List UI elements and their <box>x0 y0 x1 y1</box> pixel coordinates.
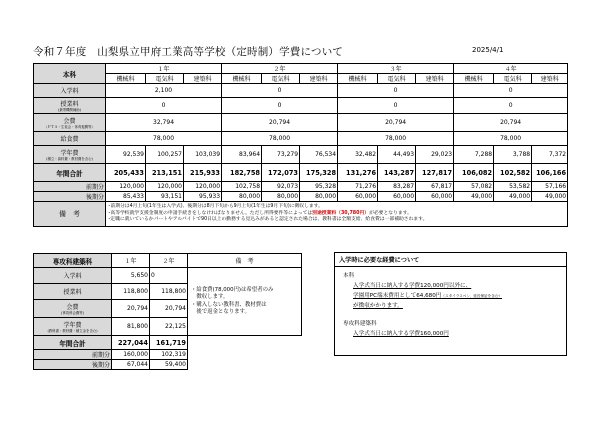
cell: 80,000 <box>300 192 338 202</box>
cell: 102,758 <box>222 182 262 192</box>
cell: 0 <box>338 84 454 98</box>
cell: 161,719 <box>150 336 188 350</box>
cell: 78,000 <box>454 132 568 146</box>
senko-fee-table <box>33 253 302 370</box>
cell: 92,539 <box>106 146 146 164</box>
entrance-costs-box <box>334 252 567 356</box>
senko-biko-header: 備 考 <box>188 254 302 268</box>
cell: 49,000 <box>494 192 532 202</box>
cell: 73,279 <box>262 146 300 164</box>
dept-header: 電気科 <box>494 74 532 84</box>
senko-label-nyugaku: 入学料 <box>34 268 112 284</box>
label-sub: (専攻科会費等) <box>61 311 84 315</box>
cell: 0 <box>222 84 338 98</box>
cell: 118,800 <box>150 284 188 300</box>
note-line: ・購入しない教科書、教材費は <box>191 301 267 308</box>
pc-fee-text: 学園用PC端末費用として64,680円 <box>353 293 442 299</box>
cell: 85,433 <box>106 192 146 202</box>
koki-row <box>34 192 568 202</box>
dept-header: 電気科 <box>146 74 184 84</box>
cell: 182,758 <box>222 164 262 182</box>
cell: 95,328 <box>300 182 338 192</box>
biko-label: 備 考 <box>34 202 106 227</box>
senko-label-nenkan: 年間合計 <box>34 336 112 350</box>
label-sub: （ＰＴＡ・生徒会・体育振興等） <box>44 125 95 129</box>
cell: 20,794 <box>222 114 338 132</box>
row-label-nyugaku: 入学料 <box>34 84 106 98</box>
grade-4-header: ４年 <box>454 64 568 74</box>
cell: 102,582 <box>494 164 532 182</box>
senko-label-gakunen <box>34 318 112 336</box>
cell: 67,044 <box>112 360 150 370</box>
cell: 81,800 <box>112 318 150 336</box>
dept-header: 電気科 <box>378 74 416 84</box>
cell: 118,800 <box>112 284 150 300</box>
senko-label-jugyo: 授業料 <box>34 284 112 300</box>
cell: 172,073 <box>262 164 300 182</box>
zenki-row <box>34 182 568 192</box>
cell: 7,372 <box>532 146 568 164</box>
cell: 49,000 <box>532 192 568 202</box>
cell: 120,000 <box>106 182 146 192</box>
extra-tuition: 別途授業料（30,780円） <box>312 210 370 216</box>
dept-header: 電気科 <box>262 74 300 84</box>
row-label-kaihi <box>34 114 106 132</box>
honka-fee-table <box>33 63 568 227</box>
cell: 32,794 <box>106 114 222 132</box>
cell: 92,073 <box>262 182 300 192</box>
row-label-nenkan: 年間合計 <box>34 164 106 182</box>
note-line: ・給食費(78,000円)は希望者のみ <box>191 286 274 293</box>
cell: 102,319 <box>150 350 188 360</box>
cell: 215,933 <box>184 164 222 182</box>
dept-header: 機械科 <box>338 74 378 84</box>
honka-header: 本科 <box>34 64 106 84</box>
cell: 175,328 <box>300 164 338 182</box>
cell: 71,276 <box>338 182 378 192</box>
row-label-koki: 後期分 <box>34 192 106 202</box>
note-line: ･定職に就いているかパートやアルバイトで90日以上の勤務する見込みがあると認定された場合は、教科書は全額支給、給食費は一部補助されます。 <box>108 217 428 223</box>
cell: 60,000 <box>338 192 378 202</box>
cell: 83,287 <box>378 182 416 192</box>
note-line: 後で返金となります。 <box>191 309 250 315</box>
biko-notes <box>106 202 568 227</box>
cell: 60,000 <box>416 192 454 202</box>
senko-grade-1: １年 <box>112 254 150 268</box>
cell: 22,125 <box>150 318 188 336</box>
pc-fee-note: （スタイラスペン、延長保証を含む） <box>441 294 503 298</box>
row-label-kyushoku: 給食費 <box>34 132 106 146</box>
cell: 143,287 <box>378 164 416 182</box>
cell: 44,493 <box>378 146 416 164</box>
senko-label-zenki: 前期分 <box>34 350 112 360</box>
cell: 0 <box>222 98 338 114</box>
note-line: ･前期分は4月上旬(1年生は入学式)、後期分は8月下旬から9月上旬(1年生は9月下旬)に徴収します。 <box>108 204 323 210</box>
cell: 95,933 <box>184 192 222 202</box>
senko-header: 専攻科建築科 <box>34 254 112 268</box>
honka-line-1: 入学式当日に納入する学費120,000円以外に、 <box>353 283 472 289</box>
grade-2-header: ２年 <box>222 64 338 74</box>
nenkan-row <box>34 164 568 182</box>
cell: 106,082 <box>454 164 494 182</box>
cell: 78,000 <box>222 132 338 146</box>
cell: 100,257 <box>146 146 184 164</box>
label-sub: (最寄機関補助) <box>58 108 81 112</box>
cell: 7,288 <box>454 146 494 164</box>
honka-line-3: が徴収かかります。 <box>353 303 403 309</box>
cell: 76,534 <box>300 146 338 164</box>
cell: 78,000 <box>106 132 222 146</box>
issue-date: 2025/4/1 <box>472 46 504 54</box>
dept-header: 機械科 <box>454 74 494 84</box>
cell: 20,794 <box>454 114 568 132</box>
dept-header: 建築科 <box>300 74 338 84</box>
row-label-jugyo <box>34 98 106 114</box>
cell: 131,276 <box>338 164 378 182</box>
cell: 5,650 <box>112 268 150 284</box>
cell: 103,039 <box>184 146 222 164</box>
cell: 20,794 <box>338 114 454 132</box>
cell: 80,000 <box>222 192 262 202</box>
label-text: 学年費 <box>63 322 82 329</box>
cell: 78,000 <box>338 132 454 146</box>
cell: 3,788 <box>494 146 532 164</box>
cell: 20,794 <box>150 300 188 318</box>
cell: 67,817 <box>416 182 454 192</box>
cell: 120,000 <box>184 182 222 192</box>
cell: 60,000 <box>378 192 416 202</box>
cell: 49,000 <box>454 192 494 202</box>
cell: 106,166 <box>532 164 568 182</box>
label-text: 授業料 <box>60 101 79 108</box>
cell: 213,151 <box>146 164 184 182</box>
label-text: 会費 <box>63 118 76 125</box>
cell: 160,000 <box>112 350 150 360</box>
gakunen-row <box>34 146 568 164</box>
senko-grade-2: ２年 <box>150 254 188 268</box>
dept-header: 建築科 <box>532 74 568 84</box>
row-label-gakunen <box>34 146 106 164</box>
row-label-zenki: 前期分 <box>34 182 106 192</box>
cell: 93,151 <box>146 192 184 202</box>
cell: 0 <box>454 84 568 98</box>
dept-header: 建築科 <box>416 74 454 84</box>
honka-line-2 <box>353 291 502 299</box>
empty-cell <box>188 336 302 370</box>
cell: 53,582 <box>494 182 532 192</box>
cell: 29,023 <box>416 146 454 164</box>
label-sub: (教科書・教材費・積立金を含む) <box>47 329 98 333</box>
cell: 120,000 <box>146 182 184 192</box>
cell: 2,100 <box>106 84 222 98</box>
cell: 0 <box>150 268 188 284</box>
cell: 227,044 <box>112 336 150 350</box>
grade-3-header: ３年 <box>338 64 454 74</box>
cell: 83,964 <box>222 146 262 164</box>
cell: 0 <box>106 98 222 114</box>
note-line: 徴収します。 <box>191 294 229 300</box>
cell: 59,400 <box>150 360 188 370</box>
senko-label-kaihi <box>34 300 112 318</box>
cell: 32,482 <box>338 146 378 164</box>
note-text: が必要となります。 <box>369 210 412 216</box>
cell: 205,433 <box>106 164 146 182</box>
senko-notes <box>188 268 302 336</box>
label-sub: (積立・資料費・教材費を含む) <box>46 157 93 161</box>
cell: 20,794 <box>112 300 150 318</box>
cell: 57,166 <box>532 182 568 192</box>
label-text: 学年費 <box>60 150 79 157</box>
cell: 57,082 <box>454 182 494 192</box>
dept-header: 機械科 <box>222 74 262 84</box>
senko-line: 入学式当日に納入する学費160,000円 <box>353 331 449 337</box>
honka-label: 本科 <box>343 273 355 279</box>
senko-label-koki: 後期分 <box>34 360 112 370</box>
grade-1-header: １年 <box>106 64 222 74</box>
label-text: 会費 <box>66 304 79 311</box>
senko-label: 専攻科建築科 <box>343 321 377 327</box>
cell: 0 <box>338 98 454 114</box>
entrance-costs-heading: 入学時に必要な経費について <box>335 253 566 267</box>
note-text: ･高等学校就学支援金制度の申請手続きをしなければなりません。ただし所得要件等によっては <box>108 210 313 216</box>
cell: 80,000 <box>262 192 300 202</box>
cell: 0 <box>454 98 568 114</box>
dept-header: 建築科 <box>184 74 222 84</box>
cell: 127,817 <box>416 164 454 182</box>
dept-header: 機械科 <box>106 74 146 84</box>
page-title: 令和７年度 山梨県立甲府工業高等学校（定時制）学費について <box>33 46 344 58</box>
